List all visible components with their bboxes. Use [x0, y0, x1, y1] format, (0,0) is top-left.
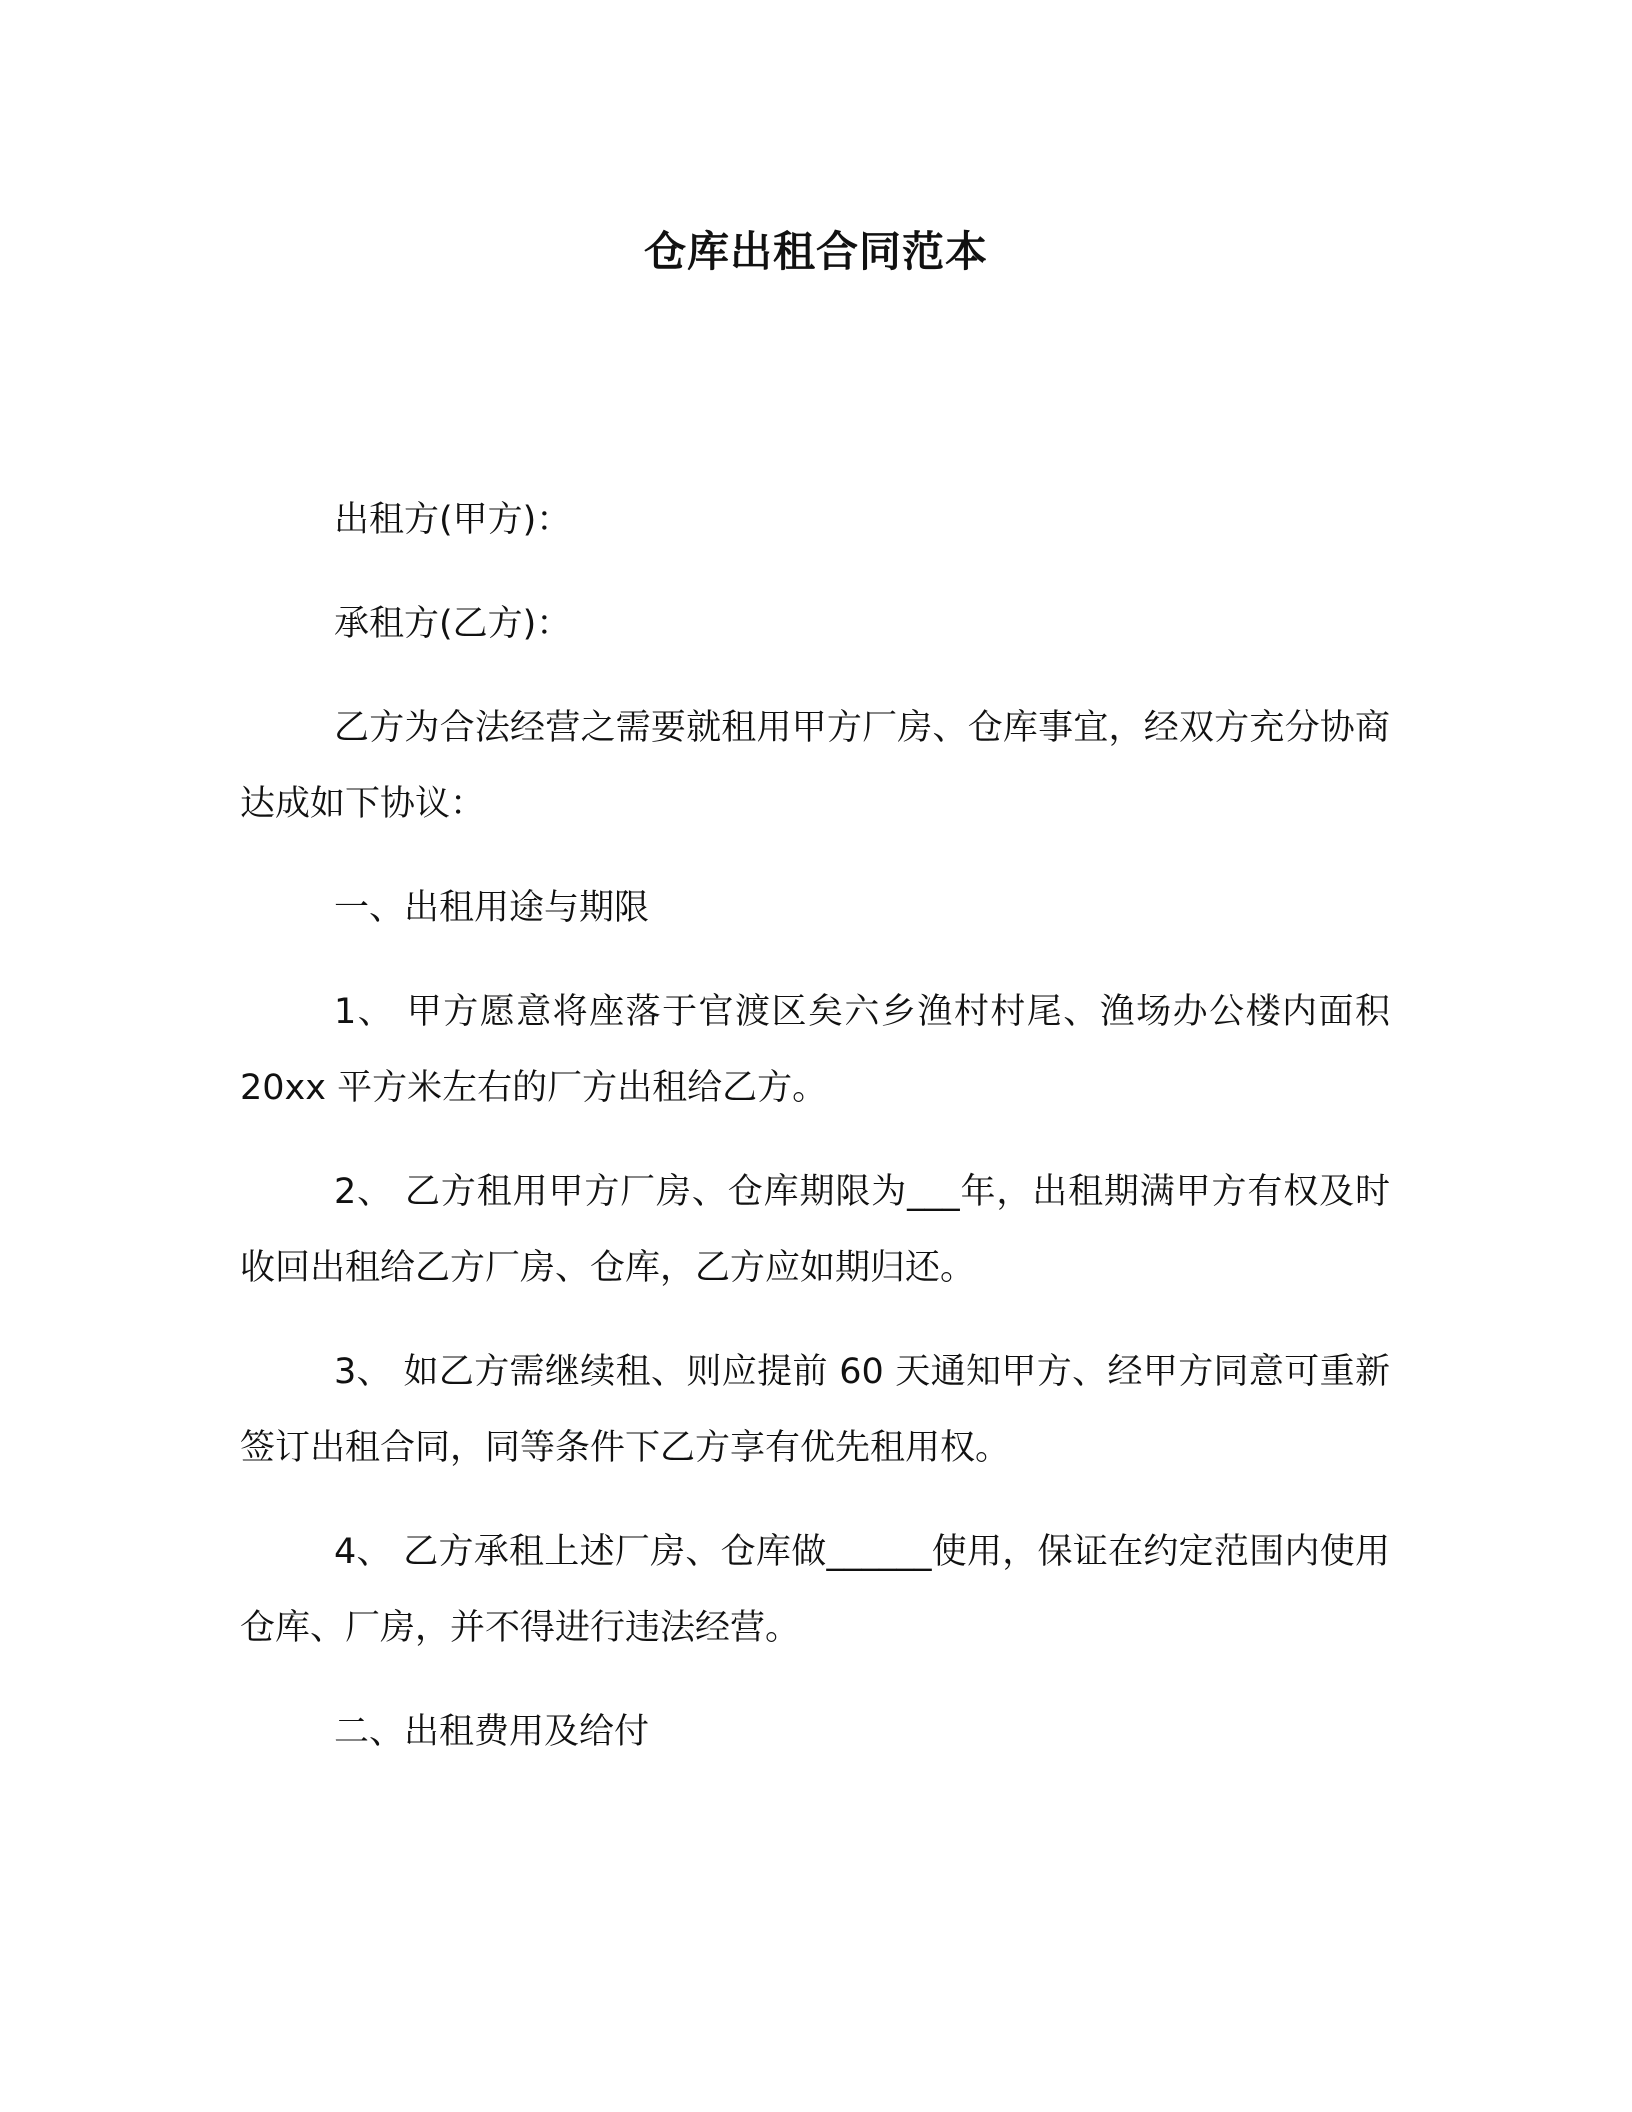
section-heading-1: 一、出租用途与期限 [334, 888, 650, 928]
clause-1-2: 2、 乙方租用甲方厂房、仓库期限为___年，出租期满甲方有权及时收回出租给乙方厂房、仓库，乙方应如期归还。 [240, 1172, 1390, 1288]
document-title: 仓库出租合同范本 [643, 227, 988, 276]
lessee-line: 承租方(乙方)： [334, 604, 572, 644]
lessor-line: 出租方(甲方)： [334, 500, 572, 540]
section-heading-2: 二、出租费用及给付 [334, 1712, 650, 1752]
clause-1-1: 1、 甲方愿意将座落于官渡区矣六乡渔村村尾、渔场办公楼内面积 20xx 平方米左右的厂方出租给乙方。 [240, 992, 1390, 1108]
preamble-paragraph: 乙方为合法经营之需要就租用甲方厂房、仓库事宜，经双方充分协商达成如下协议： [240, 708, 1390, 824]
clause-1-3: 3、 如乙方需继续租、则应提前 60 天通知甲方、经甲方同意可重新签订出租合同，同等条件下乙方享有优先租用权。 [240, 1352, 1390, 1468]
clause-1-4: 4、 乙方承租上述厂房、仓库做______使用，保证在约定范围内使用仓库、厂房，并不得进行违法经营。 [240, 1532, 1390, 1648]
document-body [240, 482, 1390, 1798]
